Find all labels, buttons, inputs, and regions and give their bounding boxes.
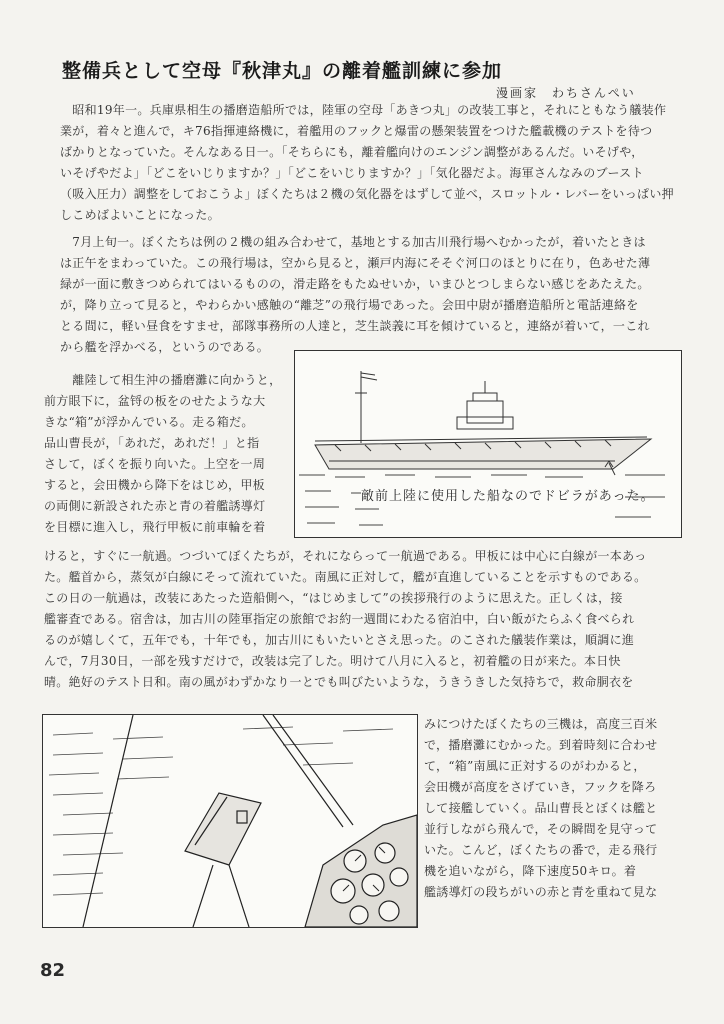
article-title: 整備兵として空母『秋津丸』の離着艦訓練に参加 xyxy=(62,60,503,82)
text-line: 会田機が高度をさげていき，フックを降ろ xyxy=(424,780,657,794)
text-line: して接艦していく。品山曹長とぼくは艦と xyxy=(424,801,658,815)
text-line: 前方眼下に，盆锊の板をのせたような大 xyxy=(44,394,266,408)
cockpit-illustration xyxy=(42,714,418,928)
text-line: から艦を浮かべる，というのである。 xyxy=(60,340,270,354)
text-line: んで，7月30日，一部を残すだけで，改装は完了した。明けて八月に入ると，初着艦の日が来た。本日快 xyxy=(44,654,621,668)
text-line: で，播磨灘にむかった。到着時刻に合わせ xyxy=(424,738,658,752)
text-line: 機を追いながら，降下速度50キロ。着 xyxy=(424,864,637,878)
text-line: が，降り立って見ると，やわらかい感触の“離芝”の飛行場であった。会田中尉が播磨造船所と電話連絡を xyxy=(60,298,639,312)
text-line: 艦審査である。宿舎は，加古川の陸軍指定の旅館でお約一週間にわたる宿泊中，白い飯がたらふく食べられ xyxy=(44,612,635,626)
page-number: 82 xyxy=(40,960,66,981)
text-line: 7月上旬一。ぼくたちは例の２機の組み合わせて，基地とする加古川飛行場へむかったが，着いたときは xyxy=(60,235,646,249)
text-line: （吸入圧力）調整をしておこうよ」ぼくたちは２機の気化器をはずして並べ，スロットル・レバーをいっぱい押 xyxy=(60,187,674,201)
text-line: とる間に，軽い昼食をすませ，部隊事務所の人達と，芝生談義に耳を傾けていると，連絡が着いて，一これ xyxy=(60,319,650,333)
text-line: 晴。絶好のテスト日和。南の風がわずかなり一とでも叫びたいような，うきうきした気持ちで，救命胴衣を xyxy=(44,675,634,689)
text-line: て，“箱”南風に正対するのがわかると， xyxy=(424,759,646,773)
text-line: みにつけたぼくたちの三機は，高度三百米 xyxy=(424,717,658,731)
text-line: を目標に進入し，飛行甲板に前車輪を着 xyxy=(44,520,266,534)
text-line: すると，会田機から降下をはじめ，甲板 xyxy=(44,478,265,492)
text-line: きな“箱”が浮かんでいる。走る箱だ。 xyxy=(44,415,254,429)
text-line: さして，ぼくを振り向いた。上空を一周 xyxy=(44,457,266,471)
text-line: しこめばよいことになった。 xyxy=(60,208,220,222)
text-line: るのが嬉しくて，五年でも，十年でも，加古川にもいたいとさえ思った。のこされた艤装作業は，順調に進 xyxy=(44,633,635,647)
illustration-caption: 敵前上陸に使用した船なのでドビラがあった。 xyxy=(361,485,621,504)
text-line: 離陸して相生沖の播磨灘に向かうと， xyxy=(60,373,282,387)
text-line: た。艦首から，蒸気が白線にそって流れていた。南風に正対して，艦が直進していることを示すものである。 xyxy=(44,570,647,584)
text-line: この日の一航過は，改装にあたった造船側へ，“はじめまして”の挨拶飛行のように思えた。正しくは，接 xyxy=(44,591,623,605)
text-line: いそげやだよ」「どこをいじりますか？」「どこをいじりますか？」「気化器だよ。海軍さんなみのブースト xyxy=(60,166,644,180)
ship-illustration xyxy=(294,350,682,538)
text-line: ばかりとなっていた。そんなある日一。「そちらにも，離着艦向けのエンジン調整があるんだ。いそげや， xyxy=(60,145,644,159)
text-line: 業が，着々と進んで，キ76指揮連絡機に，着艦用のフックと爆雷の懸架装置をつけた艦載機のテストを待つ xyxy=(60,124,653,138)
cockpit-drawing xyxy=(43,715,417,927)
text-line: いた。こんど，ぼくたちの番で，走る飛行 xyxy=(424,843,658,857)
text-line: 艦誘導灯の段ちがいの赤と青を重ねて見な xyxy=(424,885,658,899)
text-line: 昭和19年一。兵庫県相生の播磨造船所では，陸軍の空母「あきつ丸」の改装工事と，それにともなう艤装作 xyxy=(60,103,667,117)
text-line: けると，すぐに一航過。つづいてぼくたちが，それにならって一航過である。甲板には中心に白線が一本あっ xyxy=(44,549,647,563)
text-line: 並行しながら飛んで，その瞬間を見守って xyxy=(424,822,658,836)
text-line: の両側に新設された赤と青の着艦誘導灯 xyxy=(44,499,266,513)
text-line: 緑が一面に敷きつめられてはいるものの，滑走路をもたぬせいか，いまひとつしまらない感じをあたえた。 xyxy=(60,277,650,291)
text-line: は正午をまわっていた。この飛行場は，空から見ると，瀬戸内海にそそぐ河口のほとりに在り，色あせた薄 xyxy=(60,256,651,270)
author-byline: 漫画家 わちさんぺい xyxy=(496,86,636,100)
ship-drawing xyxy=(295,351,681,537)
text-line: 品山曹長が，「あれだ，あれだ！」と指 xyxy=(44,436,260,450)
